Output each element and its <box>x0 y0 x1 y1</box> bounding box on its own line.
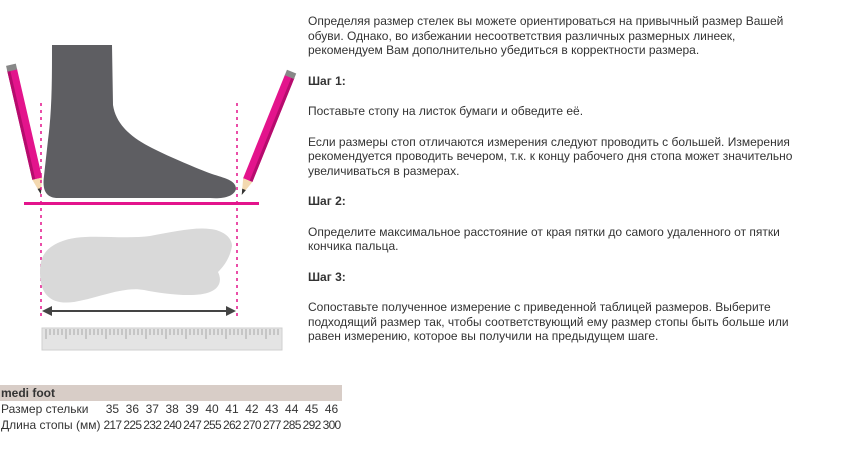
insole-size-row <box>0 401 342 417</box>
insole-size-cell: 37 <box>145 402 159 416</box>
foot-length-cell: 225 <box>123 418 142 432</box>
foot-length-cell: 285 <box>282 418 301 432</box>
left-pencil-icon <box>6 64 46 196</box>
foot-length-cell: 232 <box>143 418 162 432</box>
instructions <box>308 14 798 360</box>
insole-size-label: Размер стельки <box>1 402 89 416</box>
measurement-arrow <box>42 306 236 316</box>
insole-size-cell: 42 <box>245 402 259 416</box>
step-1-title: Шаг 1: <box>308 73 346 88</box>
foot-length-label: Длина стопы (мм) <box>1 418 101 432</box>
ruler <box>42 328 282 350</box>
right-pencil-icon <box>237 70 296 197</box>
foot-length-cell: 240 <box>163 418 182 432</box>
foot-length-cell: 292 <box>302 418 321 432</box>
foot-length-cell: 255 <box>203 418 221 432</box>
foot-length-cell: 247 <box>183 418 202 432</box>
insole-size-cell: 38 <box>165 402 179 416</box>
insole-size-cell: 35 <box>105 402 120 416</box>
step-3-title: Шаг 3: <box>308 269 346 284</box>
insole-size-cell: 39 <box>185 402 199 416</box>
insole-size-cell: 40 <box>205 402 219 416</box>
paper-line <box>24 202 259 205</box>
foot-side-view <box>44 45 236 198</box>
insole-size-cell: 46 <box>324 402 339 416</box>
foot-measurement-illustration <box>0 0 300 360</box>
insole-size-cell: 44 <box>285 402 299 416</box>
step-1-text: Поставьте стопу на листок бумаги и обведите её. <box>308 104 584 118</box>
foot-length-cell: 262 <box>222 418 241 432</box>
foot-length-cell: 300 <box>322 418 341 432</box>
foot-length-cell: 217 <box>103 418 122 432</box>
insole-size-cell: 36 <box>125 402 140 416</box>
step-3-text: Сопоставьте полученное измерение с приведенной таблицей размеров. Выберите подходящий размер так, чтобы соответствующий ему размер стопы быть больше или равен измерению, которое вы получили на предыдущем шаге. <box>308 300 789 343</box>
brand-header: medi foot <box>0 385 342 401</box>
table-header-row <box>0 385 342 401</box>
intro-text: Определяя размер стелек вы можете ориентироваться на привычный размер Вашей обуви. Однако, во избежании несоответствия различных размерных линеек, рекомендуем Вам дополнительно убедиться в корректности размера. <box>308 14 784 57</box>
insole-size-cell: 41 <box>225 402 239 416</box>
foot-length-row <box>0 417 342 433</box>
step-2-title: Шаг 2: <box>308 194 346 208</box>
step-2-text: Определите максимальное расстояние от края пятки до самого удаленного от пятки кончика пальца. <box>308 224 780 253</box>
size-table <box>0 385 342 433</box>
insole-size-cell: 45 <box>304 402 319 416</box>
foot-outline-top-view <box>40 229 232 303</box>
insole-size-cell: 43 <box>265 402 279 416</box>
step-1-note: Если размеры стоп отличаются измерения следуют проводить с большей. Измерения рекомендуется проводить вечером, т.к. к концу рабочего дня стопа может значительно увеличиваться в размерах. <box>308 134 793 178</box>
foot-length-cell: 277 <box>262 418 281 432</box>
foot-length-cell: 270 <box>242 418 261 432</box>
